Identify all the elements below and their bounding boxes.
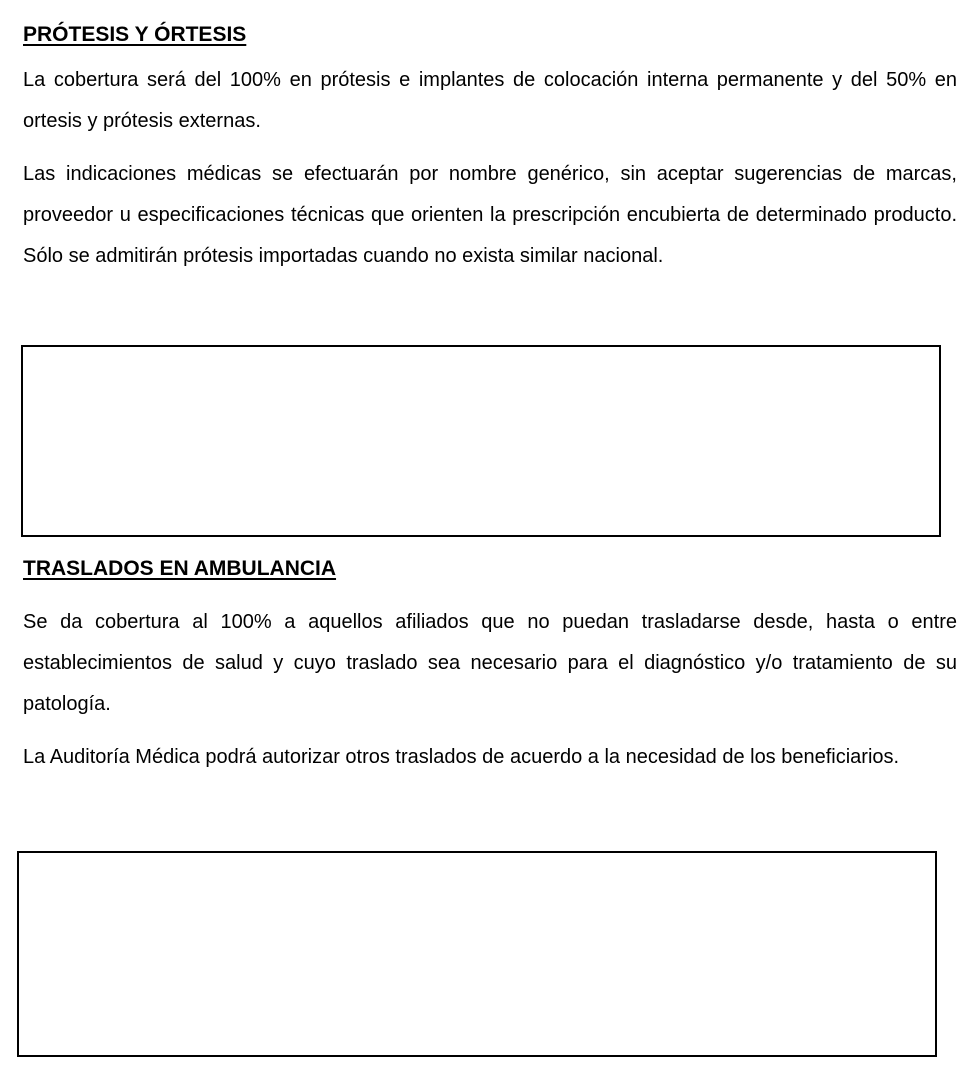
paragraph-ambulancia-audit: La Auditoría Médica podrá autorizar otros traslados de acuerdo a la necesidad de los beneficiarios. xyxy=(23,746,900,768)
blank-box-ambulancia xyxy=(17,851,937,1057)
section-heading-protesis: PRÓTESIS Y ÓRTESIS xyxy=(23,23,247,46)
paragraph-protesis-coverage: La cobertura será del 100% en prótesis e implantes de colocación interna permanente y del 50% en ortesis y prótesis externas. xyxy=(23,69,957,132)
paragraph-ambulancia-coverage: Se da cobertura al 100% a aquellos afiliados que no puedan trasladarse desde, hasta o entre establecimientos de salud y cuyo traslado sea necesario para el diagnóstico y/o tratamiento de su patología. xyxy=(23,611,957,715)
section-heading-ambulancia: TRASLADOS EN AMBULANCIA xyxy=(23,557,337,580)
blank-box-protesis xyxy=(21,345,941,537)
paragraph-protesis-indications: Las indicaciones médicas se efectuarán por nombre genérico, sin aceptar sugerencias de marcas, proveedor u especificaciones técnicas que orienten la prescripción encubierta de determinado producto. Sólo se admitirán prótesis importadas cuando no exista similar nacional. xyxy=(23,163,957,267)
